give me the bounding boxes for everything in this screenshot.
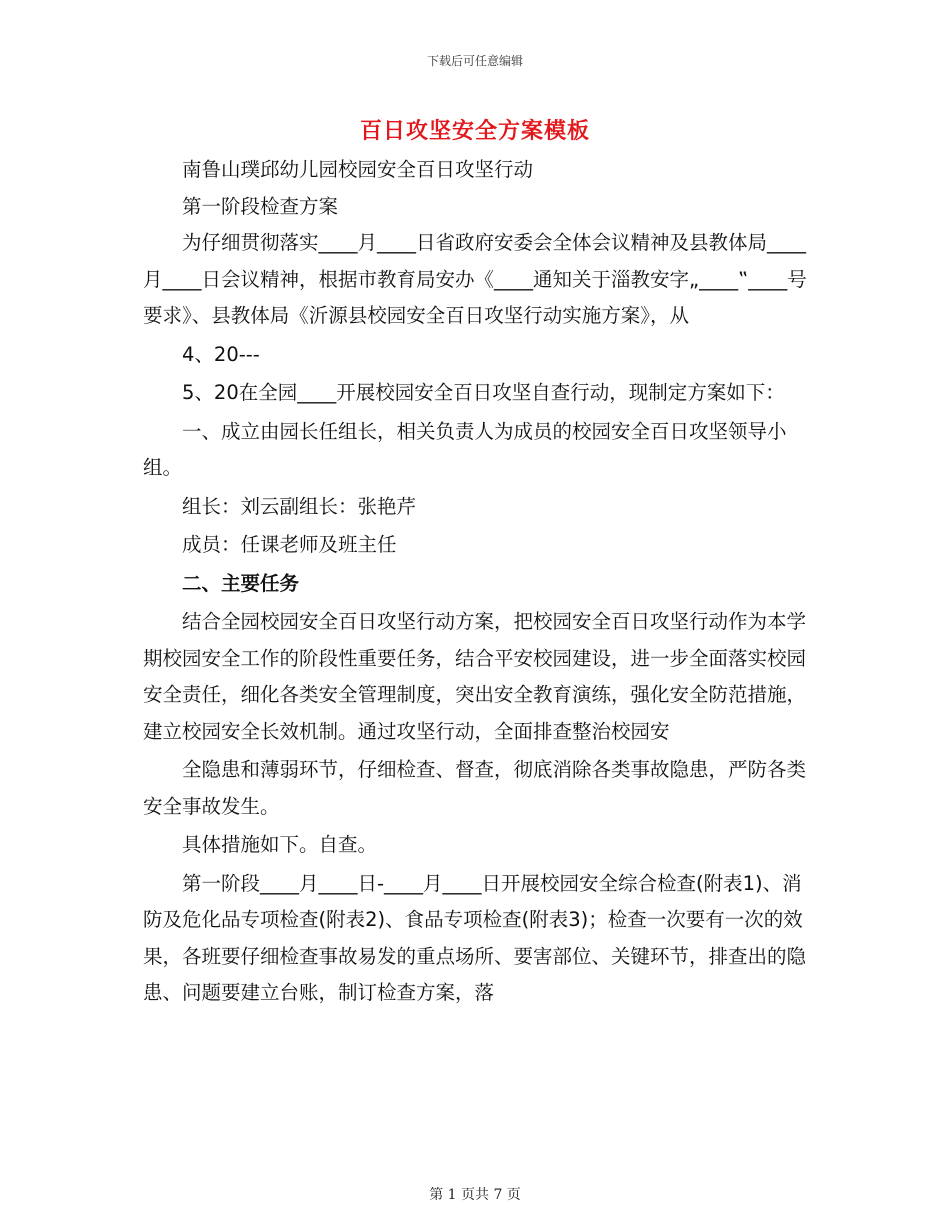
- paragraph-hazards: 全隐患和薄弱环节，仔细检查、督查，彻底消除各类事故隐患，严防各类安全事故发生。: [143, 758, 807, 818]
- page-header-note: 下载后可任意编辑: [426, 54, 523, 68]
- document-body: [143, 152, 815, 1012]
- paragraph-date-start: 4、20---: [182, 342, 260, 366]
- paragraph-kindergarten-name: 南鲁山璞邱幼儿园校园安全百日攻坚行动: [182, 158, 534, 181]
- paragraph-main-tasks: 结合全园校园安全百日攻坚行动方案，把校园安全百日攻坚行动作为本学期校园安全工作的阶段性重要任务，结合平安校园建设，进一步全面落实校园安全责任，细化各类安全管理制度，突出安全教育演练，强化安全防范措施，建立校园安全长效机制。通过攻坚行动，全面排查整治校园安: [143, 610, 807, 743]
- page-number-footer: 第 1 页共 7 页: [429, 1187, 521, 1203]
- paragraph-section-one: 一、成立由园长任组长，相关负责人为成员的校园安全百日攻坚领导小组。: [143, 419, 787, 479]
- paragraph-first-phase: 第一阶段____月____日-____月____日开展校园安全综合检查(附表1)、消防及危化品专项检查(附表2)、食品专项检查(附表3)；检查一次要有一次的效果，各班要仔细检查事故易发的重点场所、要害部位、关键环节，排查出的隐患、问题要建立台账，制订检查方案，落: [143, 871, 807, 1004]
- paragraph-date-end: 5、20在全园____开展校园安全百日攻坚自查行动，现制定方案如下：: [182, 381, 785, 404]
- paragraph-leaders: 组长：刘云副组长：张艳芹: [182, 494, 417, 518]
- paragraph-phase-title: 第一阶段检查方案: [182, 194, 339, 218]
- section-heading-main-tasks: 二、主要任务: [182, 571, 300, 595]
- paragraph-intro: 为仔细贯彻落实____月____日省政府安委会全体会议精神及县教体局____月____日会议精神，根据市教育局安办《____通知关于淄教安字„____‟____号要求》、县教体局《沂源县校园安全百日攻坚行动实施方案》，从: [143, 231, 807, 327]
- paragraph-measures: 具体措施如下。自查。: [182, 833, 378, 856]
- document-title: 百日攻坚安全方案模板: [359, 119, 590, 144]
- paragraph-members: 成员：任课老师及班主任: [182, 533, 397, 556]
